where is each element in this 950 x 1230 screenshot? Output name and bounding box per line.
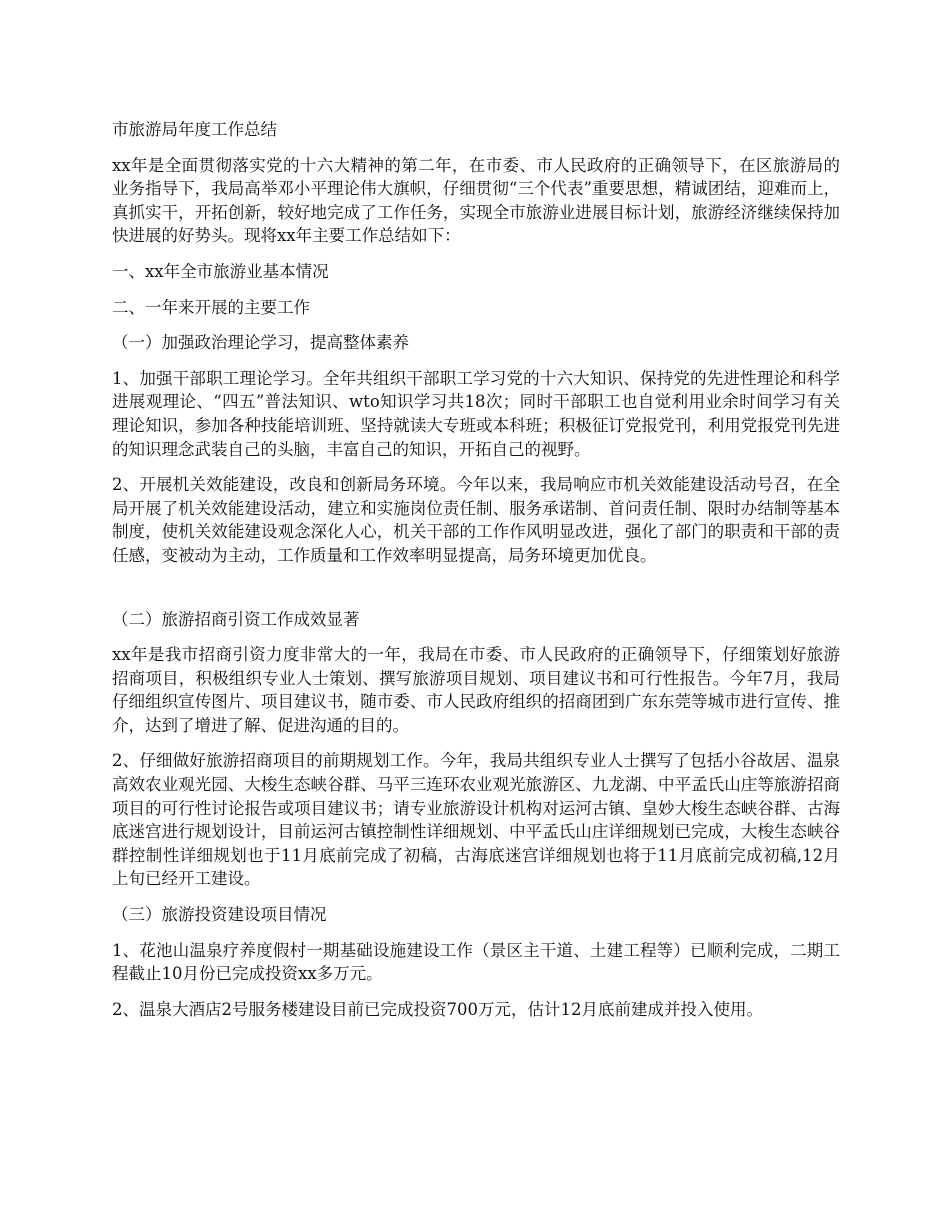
subsection-1-paragraph-1: 1、加强干部职工理论学习。全年共组织干部职工学习党的十六大知识、保持党的先进性理论和科学进展观理论、“四五”普法知识、wto知识学习共18次；同时干部职工也自觉利用业余时间学习有关理论知识，参加各种技能培训班、坚持就读大专班或本科班；积极征订党报党刊，利用党报党刊先进的知识理念武装自己的头脑，丰富自己的知识，开拓自己的视野。 <box>112 368 840 459</box>
document-title: 市旅游局年度工作总结 <box>112 120 277 139</box>
section-heading-2: 二、一年来开展的主要工作 <box>112 297 310 317</box>
subsection-3-paragraph-2: 2、温泉大酒店2号服务楼建设目前已完成投资700万元，估计12月底前建成并投入使用。 <box>112 999 763 1019</box>
subsection-3-paragraph-1: 1、花池山温泉疗养度假村一期基础设施建设工作（景区主干道、土建工程等）已顺利完成，二期工程截止10月份已完成投资xx多万元。 <box>112 940 840 984</box>
subsection-heading-1: （一）加强政治理论学习，提高整体素养 <box>112 333 409 353</box>
subsection-2-paragraph-2: 2、仔细做好旅游招商项目的前期规划工作。今年，我局共组织专业人士撰写了包括小谷故居、温泉高效农业观光园、大梭生态峡谷群、马平三连环农业观光旅游区、九龙湖、中平孟氏山庄等旅游招商项目的可行性讨论报告或项目建议书；请专业旅游设计机构对运河古镇、皇妙大梭生态峡谷群、古海底迷宫进行规划设计，目前运河古镇控制性详细规划、中平孟氏山庄详细规划已完成，大梭生态峡谷群控制性详细规划也于11月底前完成了初稿，古海底迷宫详细规划也将于11月底前完成初稿,12月上旬已经开工建设。 <box>112 751 840 889</box>
subsection-heading-3: （三）旅游投资建设项目情况 <box>112 905 327 925</box>
subsection-heading-2: （二）旅游招商引资工作成效显著 <box>112 609 360 629</box>
document-body <box>112 118 840 1033</box>
section-heading-1: 一、xx年全市旅游业基本情况 <box>112 261 329 281</box>
intro-paragraph: xx年是全面贯彻落实党的十六大精神的第二年，在市委、市人民政府的正确领导下，在区旅游局的业务指导下，我局高举邓小平理论伟大旗帜，仔细贯彻“三个代表”重要思想，精诚团结，迎难而上，真抓实干，开拓创新，较好地完成了工作任务，实现全市旅游业进展目标计划，旅游经济继续保持加快进展的好势头。现将xx年主要工作总结如下： <box>112 155 840 246</box>
subsection-1-paragraph-2: 2、开展机关效能建设，改良和创新局务环境。今年以来，我局响应市机关效能建设活动号召，在全局开展了机关效能建设活动，建立和实施岗位责任制、服务承诺制、首问责任制、限时办结制等基本制度，使机关效能建设观念深化人心，机关干部的工作作风明显改进，强化了部门的职责和干部的责任感，变被动为主动，工作质量和工作效率明显提高，局务环境更加优良。 <box>112 475 840 565</box>
subsection-2-paragraph-1: xx年是我市招商引资力度非常大的一年，我局在市委、市人民政府的正确领导下，仔细策划好旅游招商项目，积极组织专业人士策划、撰写旅游项目规划、项目建议书和可行性报告。今年7月，我局仔细组织宣传图片、项目建议书，随市委、市人民政府组织的招商团到广东东莞等城市进行宣传、推介，达到了增进了解、促进沟通的目的。 <box>112 645 840 735</box>
